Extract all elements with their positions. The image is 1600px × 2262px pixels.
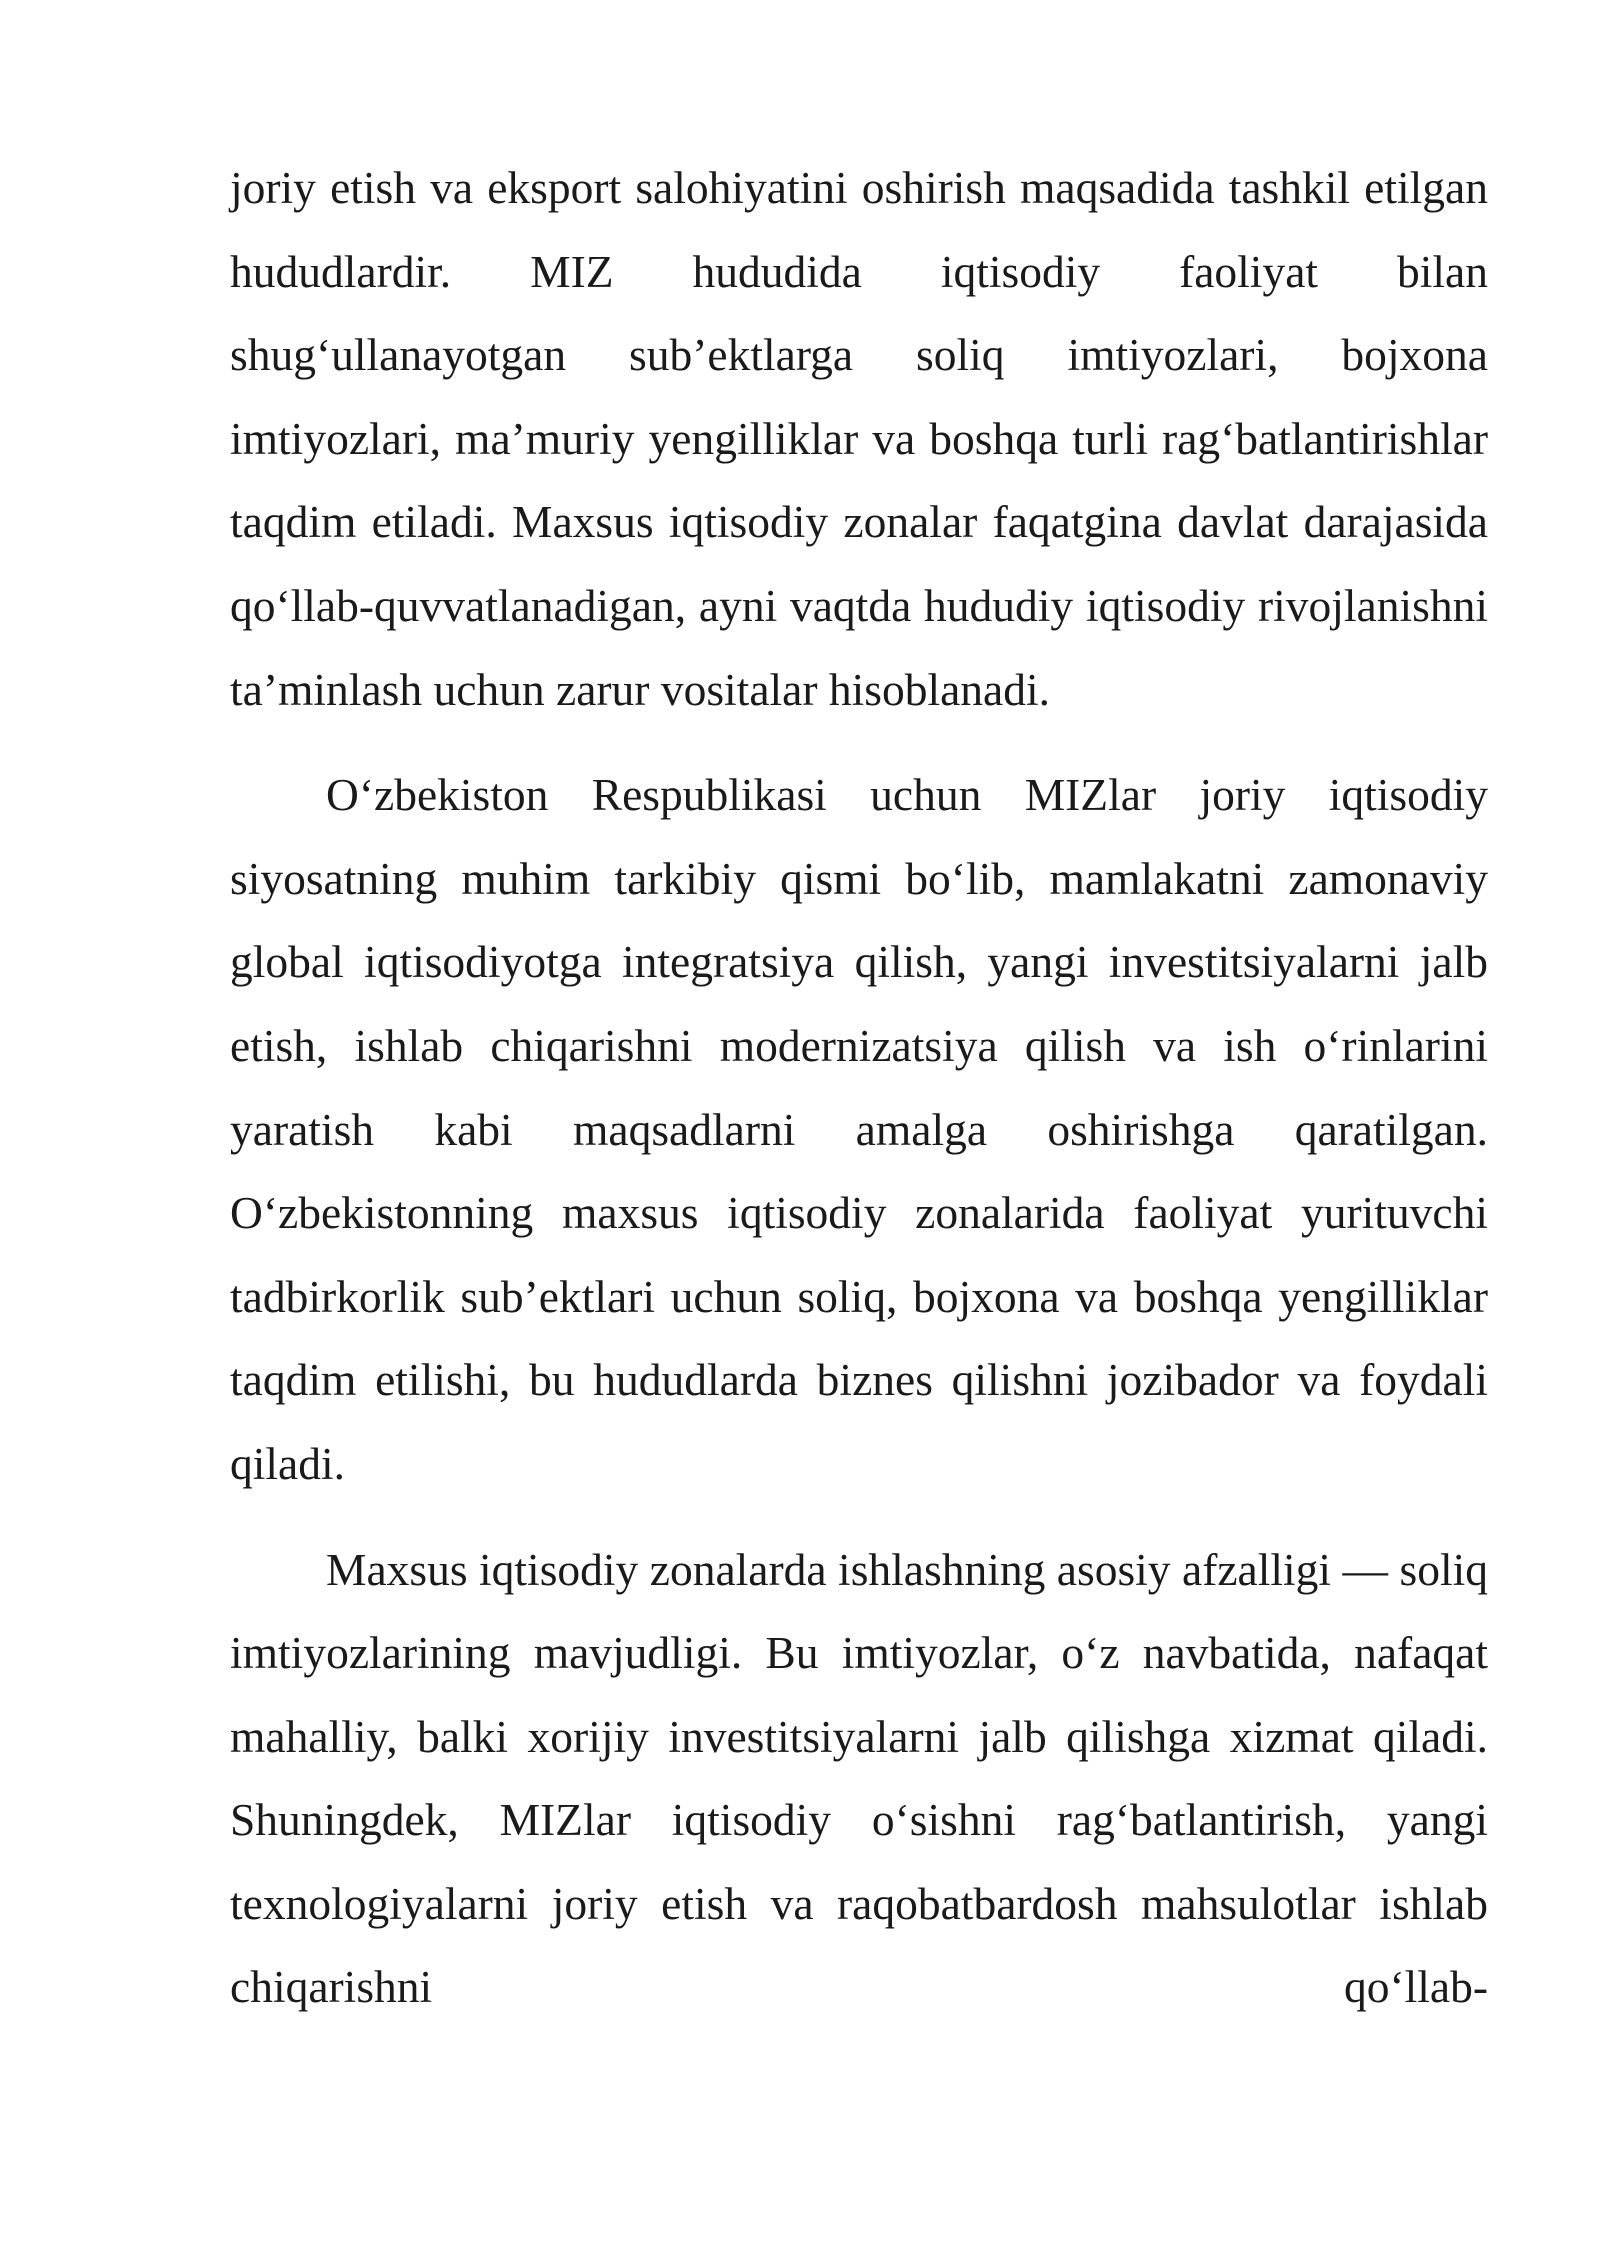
paragraph-2: O‘zbekiston Respublikasi uchun MIZlar joriy iqtisodiy siyosatning muhim tarkibiy qismi bo‘lib, mamlakatni zamonaviy global iqtisodiyotga integratsiya qilish, yangi investitsiyalarni jalb etish, ishlab chiqarishni modernizatsiya qilish va ish o‘rinlarini yaratish kabi maqsadlarni amalga oshirishga qaratilgan. O‘zbekistonning maxsus iqtisodiy zonalarida faoliyat yurituvchi tadbirkorlik sub’ektlari uchun soliq, bojxona va boshqa yengilliklar taqdim etilishi, bu hududlarda biznes qilishni jozibador va foydali qiladi. (230, 769, 1488, 1489)
document-body (230, 146, 1488, 2029)
paragraph-3: Maxsus iqtisodiy zonalarda ishlashning asosiy afzalligi — soliq imtiyozlarining mavjudligi. Bu imtiyozlar, o‘z navbatida, nafaqat mahalliy, balki xorijiy investitsiyalarni jalb qilishga xizmat qiladi. Shuningdek, MIZlar iqtisodiy o‘sishni rag‘batlantirish, yangi texnologiyalarni joriy etish va raqobatbardosh mahsulotlar ishlab chiqarishni qo‘llab- (230, 1543, 1488, 2013)
paragraph-1: joriy etish va eksport salohiyatini oshirish maqsadida tashkil etilgan hududlardir. MIZ hududida iqtisodiy faoliyat bilan shug‘ullanayotgan sub’ektlarga soliq imtiyozlari, bojxona imtiyozlari, ma’muriy yengilliklar va boshqa turli rag‘batlantirishlar taqdim etiladi. Maxsus iqtisodiy zonalar faqatgina davlat darajasida qo‘llab-quvvatlanadigan, ayni vaqtda hududiy iqtisodiy rivojlanishni ta’minlash uchun zarur vositalar hisoblanadi. (230, 162, 1488, 715)
